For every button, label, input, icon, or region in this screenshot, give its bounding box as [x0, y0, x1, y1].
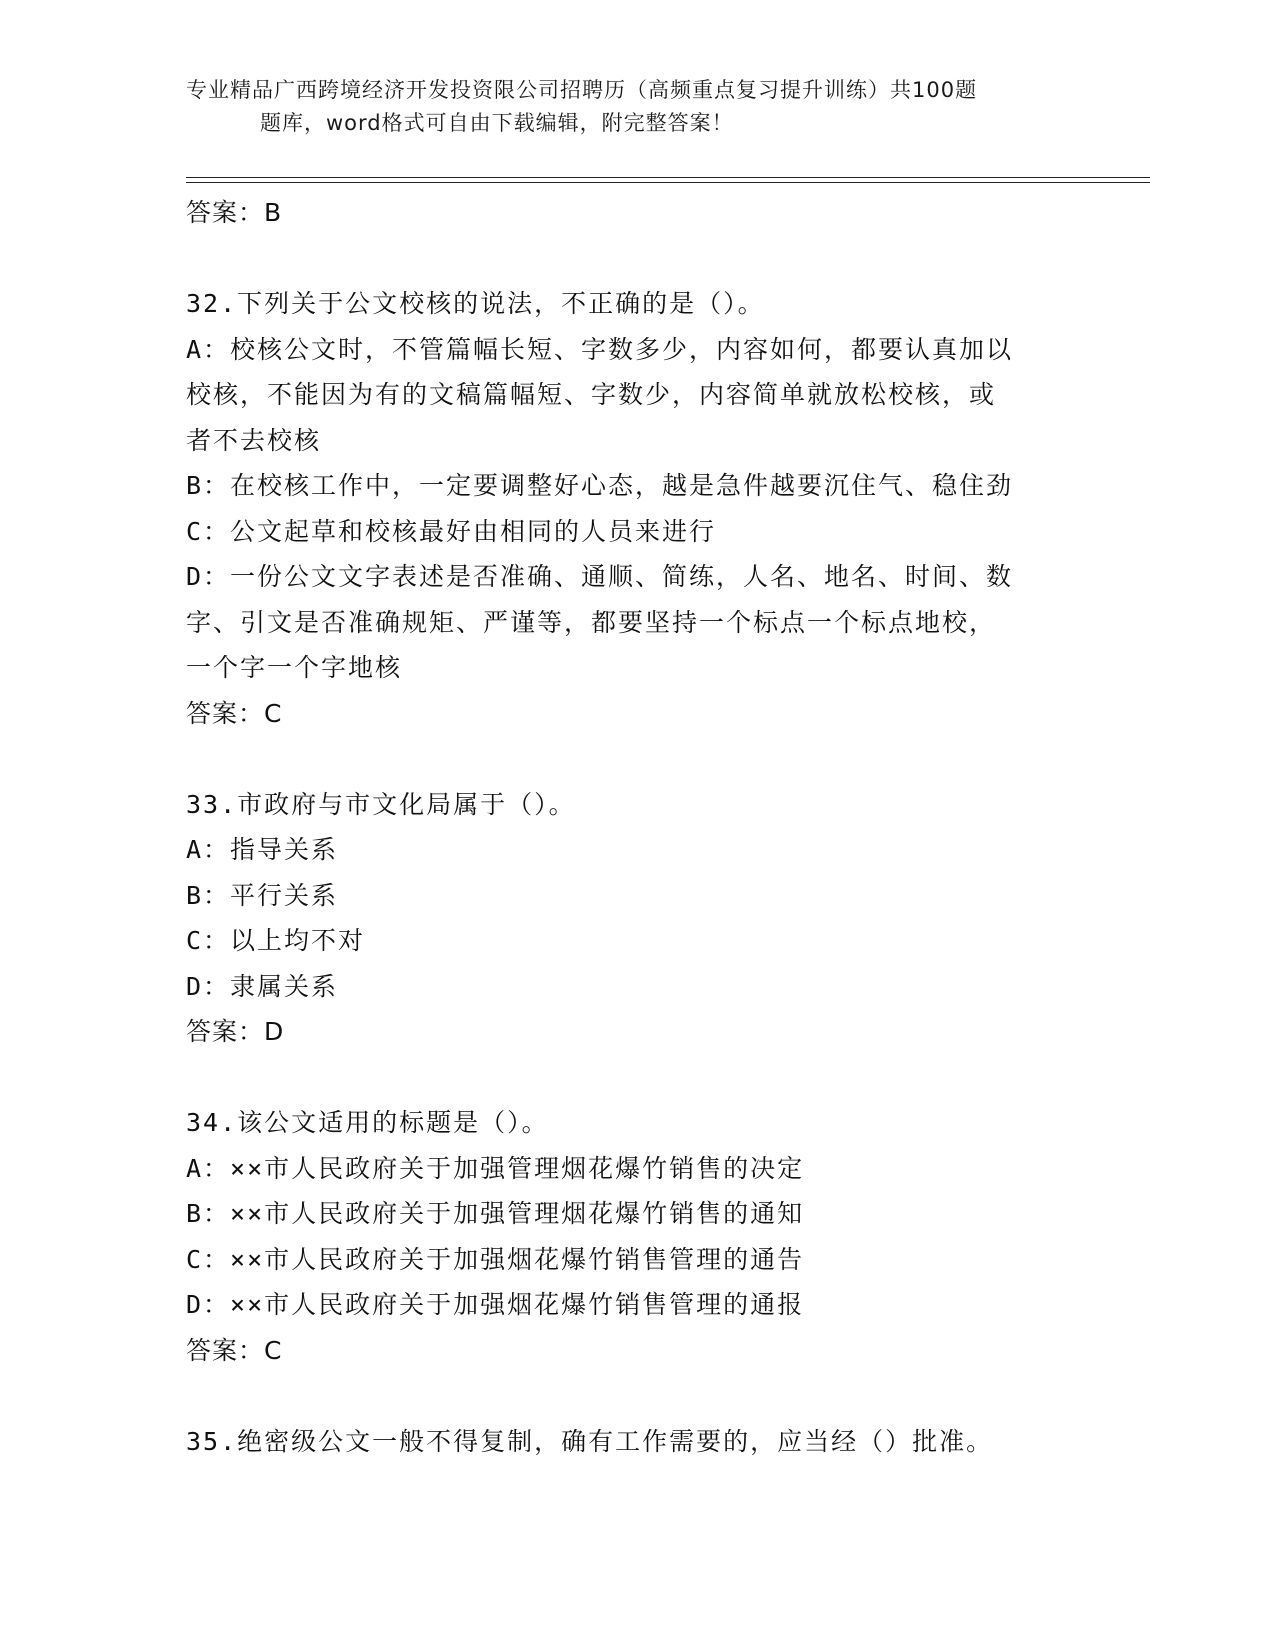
question-32-option-b: B：在校核工作中，一定要调整好心态，越是急件越要沉住气、稳住劲 — [186, 471, 1014, 500]
spacer — [186, 236, 1106, 282]
question-33 — [186, 782, 1106, 1055]
question-32-option-a-line-2: 校核，不能因为有的文稿篇幅短、字数少，内容简单就放松校核，或 — [186, 380, 997, 409]
spacer — [186, 1373, 1106, 1419]
question-32-text: 32.下列关于公文校核的说法，不正确的是（）。 — [186, 289, 765, 318]
question-32 — [186, 281, 1106, 736]
question-34-text: 34.该公文适用的标题是（）。 — [186, 1108, 549, 1137]
question-33-option-a: A：指导关系 — [186, 835, 339, 864]
question-34-option-a: A：××市人民政府关于加强管理烟花爆竹销售的决定 — [186, 1153, 805, 1183]
page-header — [186, 74, 1086, 140]
question-32-option-d-line-1: D：一份公文文字表述是否准确、通顺、简练，人名、地名、时间、数 — [186, 562, 1014, 591]
header-divider-bottom — [186, 182, 1150, 183]
question-32-option-a-line-1: A：校核公文时，不管篇幅长短、字数多少，内容如何，都要认真加以 — [186, 334, 1014, 364]
spacer — [186, 736, 1106, 782]
question-32-option-d-line-3: 一个字一个字地核 — [186, 653, 403, 682]
header-line-2: 题库，word格式可自由下载编辑，附完整答案！ — [260, 111, 734, 135]
question-34-option-c: C：××市人民政府关于加强烟花爆竹销售管理的通告 — [186, 1244, 805, 1274]
question-list — [186, 190, 1106, 1464]
question-35 — [186, 1419, 1106, 1465]
question-33-option-d: D：隶属关系 — [186, 971, 339, 1001]
spacer — [186, 1055, 1106, 1101]
question-32-option-c: C：公文起草和校核最好由相同的人员来进行 — [186, 516, 717, 546]
question-32-option-a-line-3: 者不去校核 — [186, 425, 322, 455]
header-divider-top — [186, 177, 1150, 178]
answer-q33: 答案：D — [186, 1017, 285, 1046]
question-35-text: 35.绝密级公文一般不得复制，确有工作需要的，应当经（）批准。 — [186, 1426, 994, 1456]
answer-q31: 答案：B — [186, 198, 283, 227]
question-33-option-b: B：平行关系 — [186, 880, 339, 910]
answer-q32: 答案：C — [186, 698, 283, 728]
question-34-option-d: D：××市人民政府关于加强烟花爆竹销售管理的通报 — [186, 1290, 805, 1319]
question-34-option-b: B：××市人民政府关于加强管理烟花爆竹销售的通知 — [186, 1199, 805, 1228]
question-32-option-d-line-2: 字、引文是否准确规矩、严谨等，都要坚持一个标点一个标点地校， — [186, 607, 997, 637]
question-33-option-c: C：以上均不对 — [186, 926, 366, 955]
answer-q34: 答案：C — [186, 1335, 283, 1365]
header-line-1: 专业精品广西跨境经济开发投资限公司招聘历（高频重点复习提升训练）共100题 — [186, 78, 978, 102]
question-34 — [186, 1100, 1106, 1373]
question-33-text: 33.市政府与市文化局属于（）。 — [186, 789, 576, 819]
